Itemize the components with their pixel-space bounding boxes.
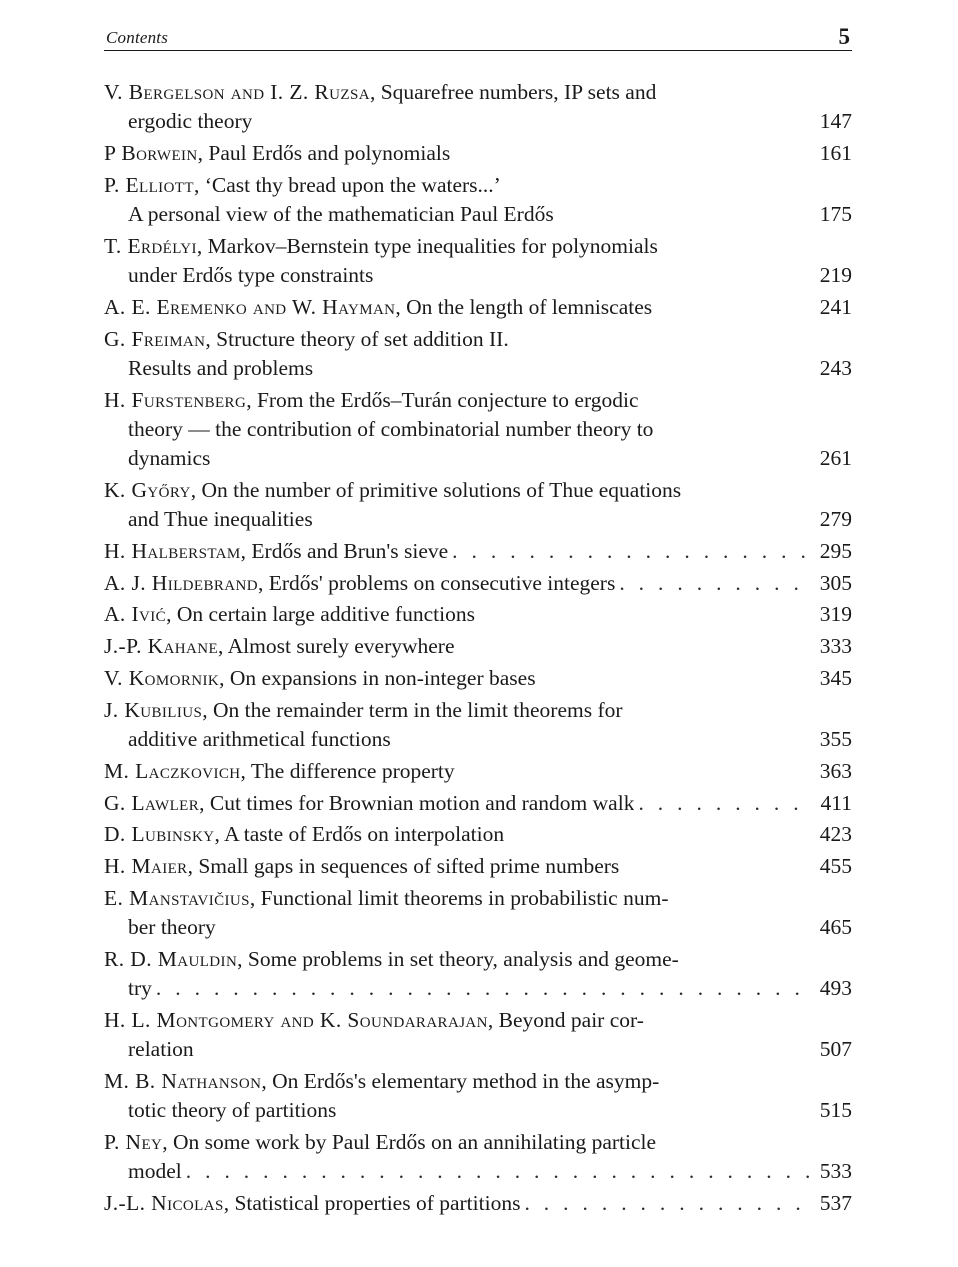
entry-author: J.-L. Nicolas bbox=[104, 1190, 224, 1215]
entry-author: J.-P. Kahane bbox=[104, 634, 219, 659]
toc-entry-line bbox=[104, 139, 852, 168]
entry-title: Erdős and Brun's sieve bbox=[251, 538, 449, 563]
entry-text bbox=[128, 444, 210, 473]
toc-entry-line bbox=[104, 945, 852, 974]
toc-entry[interactable] bbox=[104, 789, 852, 818]
table-of-contents bbox=[104, 78, 852, 1218]
entry-text: H. Furstenberg, From the Erdős–Turán conjecture to ergodic bbox=[104, 387, 639, 412]
toc-entry[interactable] bbox=[104, 569, 852, 598]
contents-page bbox=[104, 22, 852, 1221]
toc-entry-line bbox=[104, 569, 852, 598]
entry-text: G. Freiman, Structure theory of set addition II. bbox=[104, 326, 509, 351]
toc-entry-line bbox=[104, 664, 852, 693]
dot-leader bbox=[186, 1157, 812, 1186]
toc-entry-line bbox=[104, 505, 852, 534]
dot-leader bbox=[524, 1189, 812, 1218]
entry-text: H. Maier, Small gaps in sequences of sifted prime numbers bbox=[104, 854, 620, 879]
entry-page-number: 319 bbox=[819, 602, 852, 627]
toc-entry[interactable] bbox=[104, 325, 852, 383]
entry-page-number: 465 bbox=[819, 915, 852, 940]
toc-entry-line bbox=[104, 696, 852, 725]
entry-title: Paul Erdős and polynomials bbox=[208, 141, 451, 165]
entry-title: Statistical properties of partitions bbox=[234, 1190, 521, 1215]
toc-entry-line bbox=[104, 293, 852, 322]
entry-page-number: 305 bbox=[819, 570, 852, 595]
entry-text bbox=[128, 107, 252, 136]
entry-page-number: 241 bbox=[819, 294, 852, 319]
toc-entry-line bbox=[104, 1157, 852, 1186]
entry-author: G. Lawler bbox=[104, 790, 200, 815]
entry-text bbox=[128, 1096, 336, 1125]
entry-title: Functional limit theorems in probabilistic num- bbox=[260, 885, 669, 910]
toc-entry-line bbox=[104, 1006, 852, 1035]
toc-entry[interactable] bbox=[104, 852, 852, 881]
entry-title: Results and problems bbox=[128, 355, 314, 380]
entry-title: Erdős' problems on consecutive integers bbox=[268, 570, 616, 595]
entry-page-number: 533 bbox=[819, 1159, 852, 1184]
page-number: 5 bbox=[838, 24, 850, 49]
entry-text bbox=[128, 913, 216, 942]
toc-entry[interactable] bbox=[104, 232, 852, 290]
toc-entry-line bbox=[104, 261, 852, 290]
entry-author: M. B. Nathanson bbox=[104, 1068, 262, 1093]
entry-title: A taste of Erdős on interpolation bbox=[224, 822, 505, 847]
entry-text: R. D. Mauldin, Some problems in set theory, analysis and geome- bbox=[104, 946, 679, 971]
entry-title: On Erdős's elementary method in the asymp- bbox=[272, 1068, 660, 1093]
entry-text: H. Halberstam, Erdős and Brun's sieve bbox=[104, 538, 449, 563]
entry-page-number: 507 bbox=[819, 1037, 852, 1062]
entry-text bbox=[128, 200, 554, 229]
header-rule bbox=[104, 50, 852, 51]
toc-entry-line bbox=[104, 200, 852, 229]
toc-entry-line bbox=[104, 820, 852, 849]
entry-title: dynamics bbox=[128, 446, 211, 470]
toc-entry-line bbox=[104, 107, 852, 136]
entry-title: Structure theory of set addition II. bbox=[216, 326, 509, 351]
toc-entry-line bbox=[104, 1096, 852, 1125]
toc-entry-line bbox=[104, 1128, 852, 1157]
toc-entry-line bbox=[104, 386, 852, 415]
dot-leader bbox=[638, 789, 812, 818]
toc-entry[interactable] bbox=[104, 757, 852, 786]
entry-author: V. Bergelson and I. Z. Ruzsa bbox=[104, 80, 370, 104]
toc-entry[interactable] bbox=[104, 1128, 852, 1186]
entry-author: A. J. Hildebrand bbox=[104, 570, 258, 595]
entry-page-number: 175 bbox=[819, 202, 852, 226]
toc-entry-line bbox=[104, 600, 852, 629]
entry-title: A personal view of the mathematician Paul Erdős bbox=[128, 202, 554, 226]
entry-title: On the remainder term in the limit theorems for bbox=[212, 697, 623, 722]
toc-entry-line bbox=[104, 444, 852, 473]
toc-entry-line bbox=[104, 171, 852, 200]
entry-text bbox=[128, 974, 152, 1003]
entry-text: G. Lawler, Cut times for Brownian motion and random walk bbox=[104, 790, 635, 815]
running-head-title: Contents bbox=[106, 28, 169, 47]
entry-author: H. Furstenberg bbox=[104, 387, 247, 412]
entry-text bbox=[128, 261, 373, 290]
toc-entry[interactable] bbox=[104, 1189, 852, 1218]
entry-page-number: 219 bbox=[819, 263, 852, 287]
entry-title: ‘Cast thy bread upon the waters...’ bbox=[204, 172, 501, 197]
entry-page-number: 295 bbox=[819, 538, 852, 563]
toc-entry-line bbox=[104, 757, 852, 786]
entry-title: model bbox=[128, 1159, 182, 1184]
entry-page-number: 355 bbox=[819, 726, 852, 751]
dot-leader bbox=[156, 974, 812, 1003]
entry-title: Beyond pair cor- bbox=[498, 1007, 644, 1032]
entry-author: P. Elliott bbox=[104, 172, 194, 197]
entry-page-number: 537 bbox=[819, 1190, 852, 1215]
entry-page-number: 147 bbox=[819, 109, 852, 134]
toc-entry-line bbox=[104, 232, 852, 261]
entry-author: P Borwein bbox=[104, 141, 198, 165]
entry-title: On some work by Paul Erdős on an annihilating particle bbox=[173, 1129, 657, 1154]
toc-entry-line bbox=[104, 325, 852, 354]
toc-entry-line bbox=[104, 884, 852, 913]
toc-entry[interactable] bbox=[104, 664, 852, 693]
entry-author: M. Laczkovich bbox=[104, 758, 241, 783]
entry-title: Squarefree numbers, IP sets and bbox=[380, 80, 657, 104]
entry-title: Almost surely everywhere bbox=[227, 634, 455, 659]
entry-text: P Borwein, Paul Erdős and polynomials bbox=[104, 141, 451, 165]
entry-title: Cut times for Brownian motion and random walk bbox=[209, 790, 635, 815]
entry-title: Some problems in set theory, analysis and geome- bbox=[247, 946, 679, 971]
entry-text: V. Komornik, On expansions in non-integer bases bbox=[104, 665, 536, 690]
entry-author: A. E. Eremenko and W. Hayman bbox=[104, 294, 396, 319]
toc-entry[interactable] bbox=[104, 171, 852, 229]
entry-text bbox=[128, 1035, 194, 1064]
entry-text: M. Laczkovich, The difference property bbox=[104, 758, 455, 783]
toc-entry-line bbox=[104, 476, 852, 505]
entry-title: On the number of primitive solutions of Thue equations bbox=[201, 477, 682, 502]
toc-entry[interactable] bbox=[104, 78, 852, 136]
toc-entry-line bbox=[104, 632, 852, 661]
toc-entry[interactable] bbox=[104, 386, 852, 474]
toc-entry-line bbox=[104, 725, 852, 754]
entry-page-number: 411 bbox=[820, 790, 852, 815]
toc-entry-line bbox=[104, 1189, 852, 1218]
toc-entry[interactable] bbox=[104, 696, 852, 754]
entry-text: J. Kubilius, On the remainder term in the limit theorems for bbox=[104, 697, 623, 722]
toc-entry-line bbox=[104, 789, 852, 818]
toc-entry-line bbox=[104, 354, 852, 383]
entry-text: J.-L. Nicolas, Statistical properties of partitions bbox=[104, 1190, 521, 1215]
entry-author: H. Maier bbox=[104, 854, 188, 879]
entry-text: E. Manstavičius, Functional limit theorems in probabilistic num- bbox=[104, 885, 669, 910]
entry-title: On the length of lemniscates bbox=[406, 294, 653, 319]
entry-author: H. Halberstam bbox=[104, 538, 241, 563]
entry-text bbox=[128, 354, 313, 383]
entry-page-number: 279 bbox=[819, 507, 852, 531]
entry-text: H. L. Montgomery and K. Soundararajan, Beyond pair cor- bbox=[104, 1007, 644, 1032]
entry-author: R. D. Mauldin bbox=[104, 946, 238, 971]
entry-text: P. Ney, On some work by Paul Erdős on an annihilating particle bbox=[104, 1129, 657, 1154]
toc-entry[interactable] bbox=[104, 537, 852, 566]
toc-entry[interactable] bbox=[104, 139, 852, 168]
entry-page-number: 493 bbox=[819, 976, 852, 1001]
entry-title: ergodic theory bbox=[128, 109, 253, 134]
toc-entry[interactable] bbox=[104, 1067, 852, 1125]
entry-title: under Erdős type constraints bbox=[128, 263, 374, 287]
entry-text: P. Elliott, ‘Cast thy bread upon the waters...’ bbox=[104, 172, 501, 197]
toc-entry[interactable] bbox=[104, 820, 852, 849]
toc-entry-line bbox=[104, 852, 852, 881]
entry-title: On expansions in non-integer bases bbox=[229, 665, 536, 690]
toc-entry[interactable] bbox=[104, 1006, 852, 1064]
entry-title: On certain large additive functions bbox=[176, 602, 475, 627]
entry-author: V. Komornik bbox=[104, 665, 220, 690]
entry-page-number: 243 bbox=[819, 355, 852, 380]
entry-title: try bbox=[128, 976, 152, 1001]
entry-page-number: 261 bbox=[819, 446, 852, 470]
entry-text bbox=[128, 1157, 182, 1186]
toc-entry[interactable] bbox=[104, 632, 852, 661]
entry-page-number: 161 bbox=[819, 141, 852, 165]
dot-leader bbox=[619, 569, 812, 598]
entry-text: A. E. Eremenko and W. Hayman, On the length of lemniscates bbox=[104, 294, 653, 319]
entry-page-number: 455 bbox=[819, 854, 852, 879]
toc-entry-line bbox=[104, 415, 852, 444]
toc-entry-line bbox=[104, 974, 852, 1003]
entry-author: A. Ivić bbox=[104, 602, 167, 627]
entry-author: P. Ney bbox=[104, 1129, 163, 1154]
entry-text: K. Győry, On the number of primitive solutions of Thue equations bbox=[104, 477, 682, 502]
entry-page-number: 333 bbox=[819, 634, 852, 659]
entry-text: T. Erdélyi, Markov–Bernstein type inequalities for polynomials bbox=[104, 233, 658, 258]
toc-entry[interactable] bbox=[104, 293, 852, 322]
entry-title: The difference property bbox=[250, 758, 455, 783]
entry-text: V. Bergelson and I. Z. Ruzsa, Squarefree numbers, IP sets and bbox=[104, 80, 657, 104]
entry-author: K. Győry bbox=[104, 477, 191, 502]
entry-author: J. Kubilius bbox=[104, 697, 203, 722]
entry-title: ber theory bbox=[128, 915, 216, 940]
toc-entry-line bbox=[104, 537, 852, 566]
entry-page-number: 345 bbox=[819, 665, 852, 690]
entry-text: A. J. Hildebrand, Erdős' problems on consecutive integers bbox=[104, 570, 616, 595]
running-head bbox=[104, 22, 852, 56]
entry-text bbox=[128, 725, 391, 754]
entry-author: H. L. Montgomery and K. Soundararajan bbox=[104, 1007, 488, 1032]
toc-entry-line bbox=[104, 913, 852, 942]
dot-leader bbox=[452, 537, 812, 566]
entry-title: theory — the contribution of combinatorial number theory to bbox=[128, 416, 654, 441]
entry-title: relation bbox=[128, 1037, 194, 1062]
entry-title: totic theory of partitions bbox=[128, 1098, 337, 1123]
toc-entry-line bbox=[104, 1067, 852, 1096]
entry-title: additive arithmetical functions bbox=[128, 726, 391, 751]
entry-page-number: 423 bbox=[819, 822, 852, 847]
toc-entry[interactable] bbox=[104, 945, 852, 1003]
toc-entry-line bbox=[104, 78, 852, 107]
entry-text: D. Lubinsky, A taste of Erdős on interpolation bbox=[104, 822, 505, 847]
toc-entry[interactable] bbox=[104, 476, 852, 534]
entry-text: J.-P. Kahane, Almost surely everywhere bbox=[104, 634, 455, 659]
entry-title: From the Erdős–Turán conjecture to ergodic bbox=[256, 387, 639, 412]
entry-author: G. Freiman bbox=[104, 326, 206, 351]
entry-title: Small gaps in sequences of sifted prime numbers bbox=[198, 854, 620, 879]
entry-author: D. Lubinsky bbox=[104, 822, 215, 847]
toc-entry-line bbox=[104, 1035, 852, 1064]
entry-text: A. Ivić, On certain large additive functions bbox=[104, 602, 475, 627]
toc-entry[interactable] bbox=[104, 600, 852, 629]
entry-title: and Thue inequalities bbox=[128, 507, 313, 531]
entry-author: E. Manstavičius bbox=[104, 885, 250, 910]
entry-author: T. Erdélyi bbox=[104, 233, 197, 258]
toc-entry[interactable] bbox=[104, 884, 852, 942]
entry-text bbox=[128, 415, 653, 444]
entry-text bbox=[128, 505, 313, 534]
entry-title: Markov–Bernstein type inequalities for polynomials bbox=[207, 233, 658, 258]
entry-page-number: 363 bbox=[819, 758, 852, 783]
entry-text: M. B. Nathanson, On Erdős's elementary method in the asymp- bbox=[104, 1068, 660, 1093]
entry-page-number: 515 bbox=[819, 1098, 852, 1123]
